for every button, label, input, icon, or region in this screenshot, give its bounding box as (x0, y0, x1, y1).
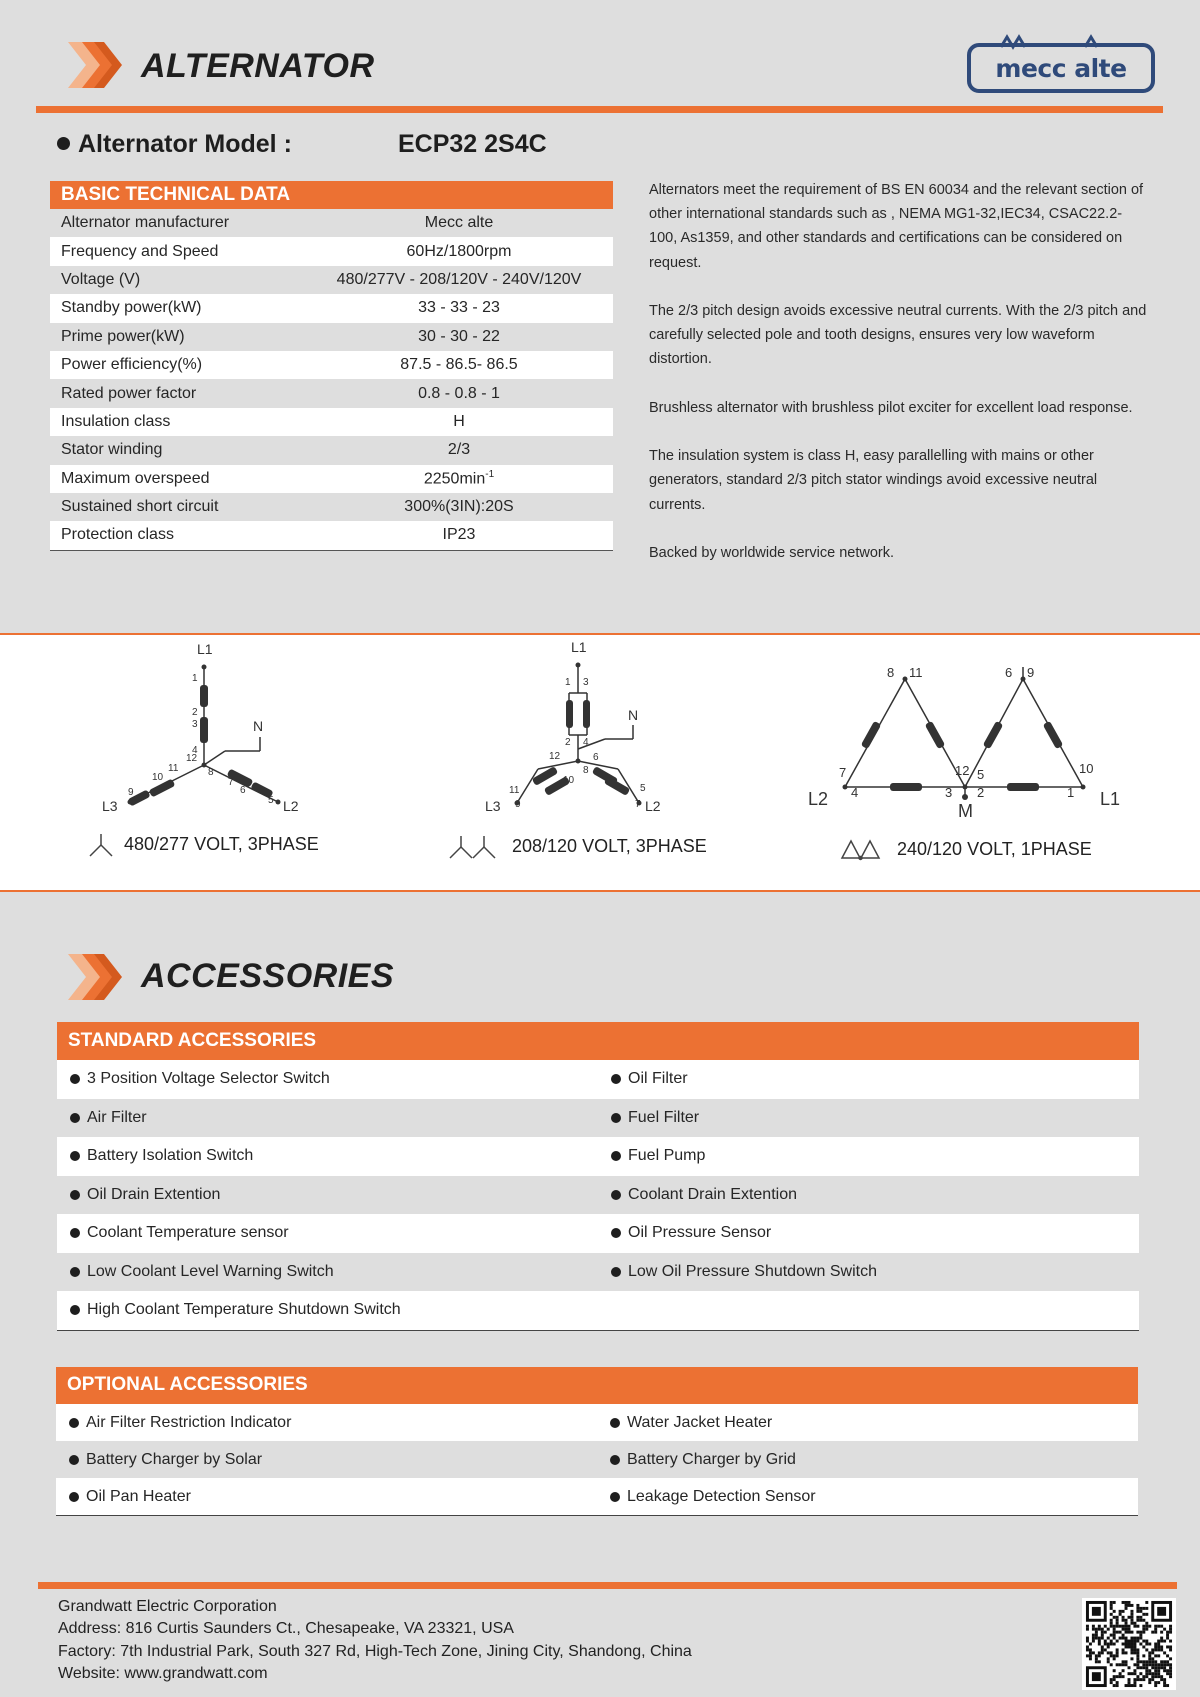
description-paragraph: The 2/3 pitch design avoids excessive neutral currents. With the 2/3 pitch and carefully selected pole and tooth designs, ensures very low waveform distortion. (649, 303, 1147, 368)
list-row (57, 1214, 1139, 1253)
terminal-label: 6 (1005, 665, 1013, 680)
spec-value-text: 0.8 - 0.8 - 1 (418, 384, 500, 402)
terminal-label: L3 (102, 798, 118, 814)
website: Website: www.grandwatt.com (58, 1665, 268, 1683)
double-delta-connection-diagram (805, 665, 1121, 825)
list-item (598, 1070, 1139, 1088)
bullet-icon (70, 1267, 80, 1277)
wye-connection-diagram (90, 641, 330, 815)
terminal-label: N (628, 707, 639, 723)
optional-accessories-table (56, 1367, 1138, 1516)
spec-value (305, 271, 613, 289)
spec-value-text: Mecc alte (424, 214, 494, 232)
list-row (57, 1176, 1139, 1215)
list-item (57, 1301, 598, 1319)
list-item (56, 1451, 597, 1469)
terminal-label: L2 (808, 789, 829, 809)
company-name: Grandwatt Electric Corporation (58, 1598, 277, 1615)
table-row (50, 465, 613, 493)
spec-value (305, 356, 613, 374)
mecc-alte-logo (967, 43, 1155, 93)
list-row (57, 1137, 1139, 1176)
list-item (56, 1488, 597, 1506)
spec-key: Frequency and Speed (61, 242, 219, 260)
terminal-label: 5 (640, 783, 646, 794)
bullet-icon (610, 1455, 620, 1465)
list-row (56, 1441, 1138, 1478)
terminal-label: N (253, 718, 264, 734)
terminal-label: 2 (192, 707, 198, 718)
accessory-name: Air Filter Restriction Indicator (86, 1413, 292, 1431)
accessory-name: Coolant Drain Extention (628, 1185, 797, 1203)
list-item (598, 1147, 1139, 1165)
spec-value (305, 214, 613, 232)
logo-wave-icon (1001, 33, 1121, 49)
bullet-icon (57, 137, 70, 150)
bullet-icon (69, 1455, 79, 1465)
bullet-icon (70, 1113, 80, 1123)
terminal-label: 7 (839, 765, 847, 780)
spec-value (305, 299, 613, 317)
basic-technical-data-table (50, 181, 613, 551)
list-item (598, 1224, 1139, 1242)
accessories-title: ACCESSORIES (141, 957, 394, 995)
qr-code-icon (1082, 1598, 1176, 1690)
double-wye-symbol-icon (448, 834, 498, 860)
terminal-label: 10 (152, 772, 164, 783)
list-row (56, 1478, 1138, 1515)
chevron-logo-icon (64, 950, 124, 1004)
bullet-icon (610, 1418, 620, 1428)
spec-key: Voltage (V) (61, 270, 141, 288)
terminal-label: L3 (485, 798, 501, 814)
accessory-name: Fuel Filter (628, 1108, 700, 1126)
double-wye-connection-diagram (465, 639, 705, 815)
spec-value-text: 87.5 - 86.5- 86.5 (400, 356, 518, 374)
terminal-label: 8 (887, 665, 895, 680)
accessory-name: Low Oil Pressure Shutdown Switch (628, 1262, 877, 1280)
description-paragraph: Brushless alternator with brushless pilot exciter for excellent load response. (649, 399, 1133, 416)
double-wye-caption: 208/120 VOLT, 3PHASE (512, 836, 707, 856)
accessory-name: Battery Charger by Solar (86, 1450, 263, 1468)
terminal-label: 1 (565, 677, 571, 688)
footer-rule (38, 1582, 1177, 1589)
spec-value (305, 498, 613, 516)
terminal-label: 3 (945, 785, 953, 800)
accessory-name: Oil Pan Heater (86, 1487, 191, 1505)
table-row (50, 408, 613, 436)
table-heading: STANDARD ACCESSORIES (57, 1022, 1139, 1060)
accessory-name: Low Coolant Level Warning Switch (87, 1262, 334, 1280)
list-item (597, 1414, 1138, 1432)
factory-address: Factory: 7th Industrial Park, South 327 Rd, High-Tech Zone, Jining City, Shandong, China (58, 1642, 692, 1660)
table-row (50, 521, 613, 549)
terminal-label: L1 (1100, 789, 1121, 809)
table-row (50, 493, 613, 521)
table-row (50, 266, 613, 294)
terminal-label: 10 (1079, 761, 1094, 776)
spec-key: Prime power(kW) (61, 327, 185, 345)
spec-value (305, 243, 613, 261)
spec-value-text: 33 - 33 - 23 (418, 299, 500, 317)
company-address: Address: 816 Curtis Saunders Ct., Chesapeake, VA 23321, USA (58, 1620, 514, 1638)
accessory-name: 3 Position Voltage Selector Switch (87, 1070, 330, 1088)
table-heading: OPTIONAL ACCESSORIES (56, 1367, 1138, 1404)
terminal-label: 1 (1067, 785, 1075, 800)
accessory-name: Coolant Temperature sensor (87, 1224, 289, 1242)
model-label: Alternator Model : (57, 130, 292, 159)
terminal-label: 5 (268, 795, 274, 806)
bullet-icon (70, 1228, 80, 1238)
spec-value-text: 2250min (423, 470, 486, 488)
terminal-label: 2 (977, 785, 985, 800)
table-row (50, 436, 613, 464)
bullet-icon (69, 1492, 79, 1502)
header-rule (36, 106, 1163, 113)
bullet-icon (69, 1418, 79, 1428)
chevron-logo-icon (64, 38, 124, 92)
spec-value (305, 328, 613, 346)
list-item (57, 1147, 598, 1165)
spec-key: Alternator manufacturer (61, 214, 230, 232)
list-row (57, 1291, 1139, 1330)
spec-value (305, 526, 613, 544)
spec-value (305, 441, 613, 459)
spec-key: Protection class (61, 526, 174, 544)
terminal-label: 8 (583, 765, 589, 776)
table-row (50, 379, 613, 407)
bullet-icon (70, 1305, 80, 1315)
table-row (50, 351, 613, 379)
list-row (57, 1060, 1139, 1099)
spec-value-text: 60Hz/1800rpm (406, 242, 512, 260)
description (649, 178, 1149, 589)
table-row (50, 237, 613, 265)
list-item (597, 1488, 1138, 1506)
list-item (56, 1414, 597, 1432)
description-paragraph: Alternators meet the requirement of BS EN 60034 and the relevant section of other international standards such as , NEMA MG1-32,IEC34, CSAC22.2-100, As1359, and other standards and certifications can be considered on request. (649, 182, 1144, 271)
bullet-icon (70, 1151, 80, 1161)
list-item (597, 1451, 1138, 1469)
bullet-icon (611, 1267, 621, 1277)
bullet-icon (610, 1492, 620, 1502)
terminal-label: L1 (197, 641, 213, 657)
description-paragraph: The insulation system is class H, easy parallelling with mains or other generators, standard 2/3 pitch stator windings avoid excessive neutral currents. (649, 448, 1098, 513)
terminal-label: 11 (909, 665, 923, 680)
spec-value-text: IP23 (442, 526, 476, 544)
terminal-label: L1 (571, 639, 587, 655)
terminal-label: 12 (549, 751, 561, 762)
terminal-label: 9 (1027, 665, 1035, 680)
spec-value-superscript: -1 (485, 469, 495, 481)
list-row (57, 1253, 1139, 1292)
bullet-icon (611, 1228, 621, 1238)
terminal-label: 5 (977, 767, 985, 782)
bullet-icon (70, 1074, 80, 1084)
model-value: ECP32 2S4C (398, 130, 547, 158)
standard-accessories-table (57, 1022, 1139, 1331)
terminal-label: 2 (565, 737, 571, 748)
terminal-label: 6 (240, 785, 246, 796)
spec-value-text: 480/277V - 208/120V - 240V/120V (336, 270, 582, 288)
terminal-label: 9 (128, 787, 134, 798)
accessory-name: Battery Charger by Grid (627, 1450, 796, 1468)
spec-key: Standby power(kW) (61, 299, 202, 317)
double-delta-symbol-icon (840, 838, 882, 860)
spec-key: Maximum overspeed (61, 469, 210, 487)
accessory-name: Leakage Detection Sensor (627, 1487, 816, 1505)
list-item (57, 1070, 598, 1088)
list-item (598, 1263, 1139, 1281)
spec-value (305, 469, 613, 488)
accessory-name: Battery Isolation Switch (87, 1147, 254, 1165)
spec-key: Insulation class (61, 412, 171, 430)
table-row (50, 323, 613, 351)
spec-value-text: 30 - 30 - 22 (418, 327, 500, 345)
bullet-icon (70, 1190, 80, 1200)
terminal-label: 7 (228, 777, 234, 788)
table-bottom-rule (50, 550, 613, 551)
accessory-name: Oil Pressure Sensor (628, 1224, 772, 1242)
spec-value (305, 413, 613, 431)
spec-key: Sustained short circuit (61, 498, 219, 516)
double-delta-caption: 240/120 VOLT, 1PHASE (897, 839, 1092, 859)
wye-symbol-icon (88, 832, 114, 858)
table-heading: BASIC TECHNICAL DATA (50, 181, 613, 209)
terminal-label: 12 (955, 763, 970, 778)
description-paragraph: Backed by worldwide service network. (649, 544, 894, 561)
list-item (57, 1224, 598, 1242)
spec-key: Power efficiency(%) (61, 356, 203, 374)
spec-value-text: 2/3 (447, 441, 471, 459)
terminal-label: 9 (515, 799, 521, 810)
wye-caption: 480/277 VOLT, 3PHASE (124, 834, 319, 854)
terminal-label: 11 (168, 763, 179, 774)
terminal-label: 7 (635, 799, 641, 810)
list-item (57, 1263, 598, 1281)
brand-name: mecc alte (995, 54, 1127, 83)
terminal-label: 11 (509, 785, 520, 796)
accessory-name: Water Jacket Heater (627, 1413, 773, 1431)
spec-value-text: 300%(3IN):20S (404, 498, 514, 516)
terminal-label: 12 (186, 753, 198, 764)
table-bottom-rule (56, 1515, 1138, 1516)
list-item (57, 1109, 598, 1127)
terminal-label: 1 (192, 673, 198, 684)
list-item (598, 1109, 1139, 1127)
terminal-label: L2 (283, 798, 299, 814)
terminal-label: 4 (851, 785, 859, 800)
spec-key: Rated power factor (61, 384, 197, 402)
terminal-label: 6 (593, 752, 599, 763)
spec-value-text: H (453, 412, 465, 430)
terminal-label: 4 (192, 745, 198, 756)
terminal-label: 10 (563, 775, 575, 786)
terminal-label: 3 (583, 677, 589, 688)
list-row (57, 1099, 1139, 1138)
list-item (57, 1186, 598, 1204)
spec-key: Stator winding (61, 441, 163, 459)
accessory-name: Fuel Pump (628, 1147, 706, 1165)
terminal-label: L2 (645, 798, 661, 814)
bullet-icon (611, 1074, 621, 1084)
wiring-diagrams-band (0, 633, 1200, 892)
table-bottom-rule (57, 1330, 1139, 1331)
bullet-icon (611, 1151, 621, 1161)
spec-value (305, 385, 613, 403)
bullet-icon (611, 1113, 621, 1123)
terminal-label: M (958, 801, 973, 821)
accessory-name: Oil Drain Extention (87, 1185, 221, 1203)
table-row (50, 209, 613, 237)
terminal-label: 3 (192, 719, 198, 730)
footer-contact (58, 1596, 692, 1686)
accessory-name: Air Filter (87, 1108, 147, 1126)
list-row (56, 1404, 1138, 1441)
accessory-name: High Coolant Temperature Shutdown Switch (87, 1301, 401, 1319)
table-row (50, 294, 613, 322)
alternator-title: ALTERNATOR (141, 47, 375, 85)
bullet-icon (611, 1190, 621, 1200)
terminal-label: 4 (583, 737, 589, 748)
accessory-name: Oil Filter (628, 1070, 688, 1088)
terminal-label: 8 (208, 767, 214, 778)
list-item (598, 1186, 1139, 1204)
